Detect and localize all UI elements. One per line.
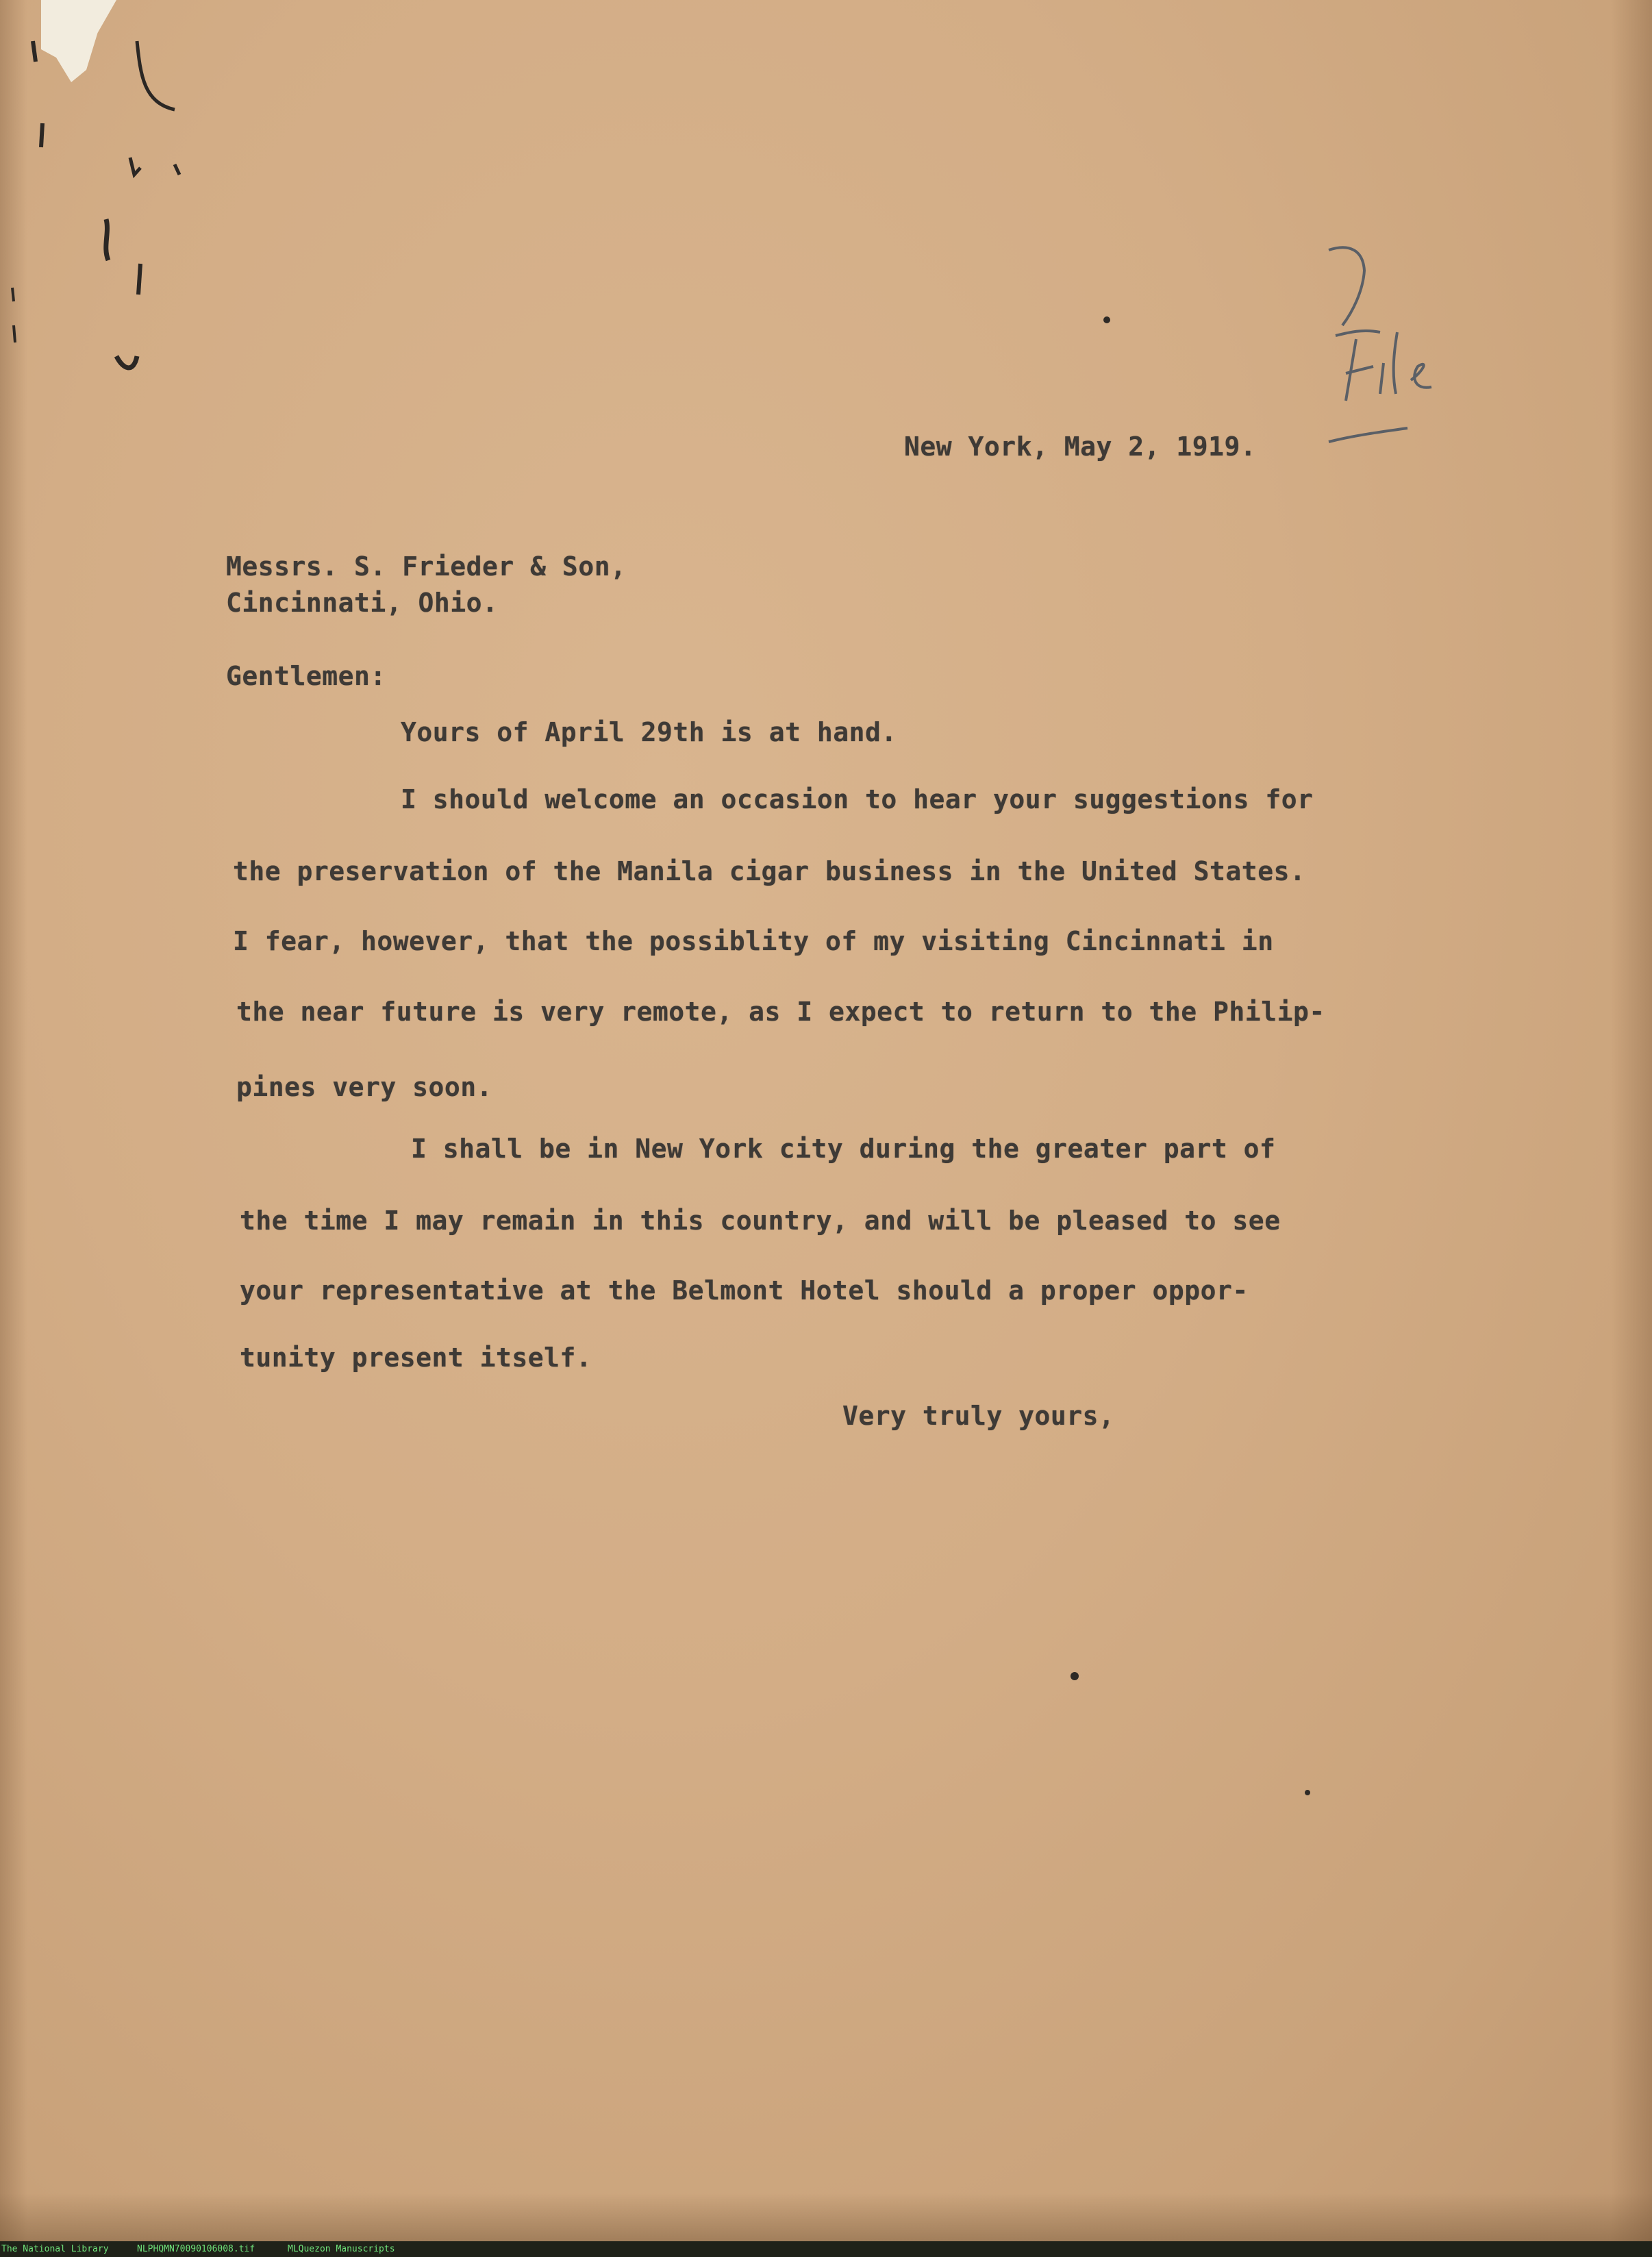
recipient-line-2: Cincinnati, Ohio. <box>226 588 499 618</box>
handwritten-note-text: File <box>1315 236 1316 237</box>
paragraph-2-line-1: I should welcome an occasion to hear your suggestions for <box>401 784 1314 814</box>
recipient-line-1: Messrs. S. Frieder & Son, <box>226 551 627 582</box>
bottom-edge-shadow <box>0 2193 1652 2241</box>
paragraph-3-line-4: tunity present itself. <box>240 1343 592 1373</box>
closing: Very truly yours, <box>842 1401 1115 1431</box>
status-filename: NLPHQMN70090106008.tif <box>137 2244 255 2254</box>
status-library: The National Library <box>1 2244 109 2254</box>
salutation: Gentlemen: <box>226 661 386 691</box>
paragraph-2-line-4: the near future is very remote, as I expect to return to the Philip- <box>236 997 1325 1027</box>
right-edge-shadow <box>1611 0 1652 2241</box>
status-bar <box>0 2241 1652 2257</box>
ink-spot <box>1103 316 1110 323</box>
paragraph-3-line-3: your representative at the Belmont Hotel should a proper oppor- <box>240 1275 1249 1306</box>
paragraph-1: Yours of April 29th is at hand. <box>401 717 897 747</box>
paragraph-3-line-1: I shall be in New York city during the greater part of <box>411 1134 1276 1164</box>
ink-spot <box>1071 1672 1079 1680</box>
dateline: New York, May 2, 1919. <box>904 432 1257 462</box>
ink-spot <box>1305 1790 1310 1795</box>
paragraph-2-line-5: pines very soon. <box>236 1072 493 1102</box>
binding-marks <box>0 0 205 411</box>
paragraph-2-line-2: the preservation of the Manila cigar business in the United States. <box>233 856 1306 886</box>
status-collection: MLQuezon Manuscripts <box>288 2244 395 2254</box>
handwritten-file-note <box>1315 236 1466 469</box>
paragraph-2-line-3: I fear, however, that the possiblity of my visiting Cincinnati in <box>233 926 1274 956</box>
paragraph-3-line-2: the time I may remain in this country, and will be pleased to see <box>240 1206 1281 1236</box>
